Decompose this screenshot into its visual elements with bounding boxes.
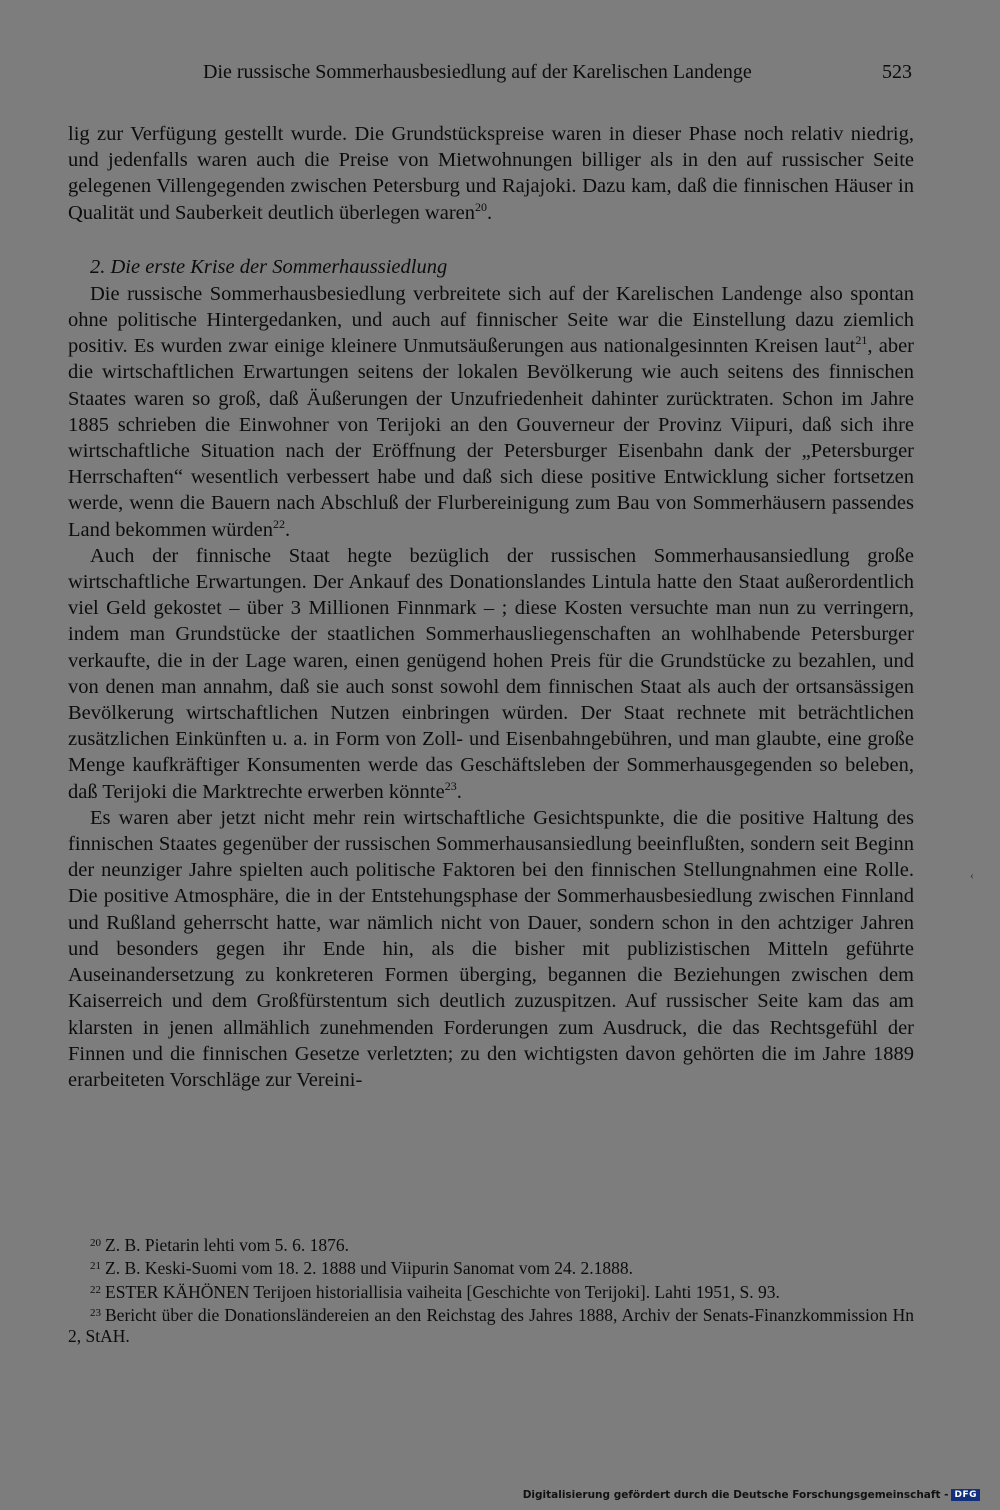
paragraph-3-end: . [456,780,462,803]
footnote-number: 21 [90,1260,101,1273]
footnote-text: Bericht über die Donationsländereien an den Reichstag des Jahres 1888, Archiv der Senats-Finanzkommission Hn 2, StAH. [68,1304,914,1347]
paragraph-2-text-a: Die russische Sommerhausbesiedlung verbreitete sich auf der Karelischen Landenge also spontan ohne politische Hintergedanken, und auch auf finnischer Seite war die Einstellung dazu ziemlich positiv. Es wurden zwar einige kleinere Unmutsäußerungen aus nationalgesinnten Kreisen laut [68,282,914,358]
main-text [68,121,914,1093]
section-spacer [68,226,914,254]
footnote [68,1280,914,1303]
paragraph-3 [68,543,914,805]
footnote-text: Z. B. Pietarin lehti vom 5. 6. 1876. [105,1235,350,1255]
paragraph-1-end: . [487,201,493,224]
paragraph-2-text-b: , aber die wirtschaftlichen Erwartungen seitens der lokalen Bevölkerung wie auch seitens des finnischen Staates waren so groß, daß Äußerungen der Unzufriedenheit dahinter zurücktraten. Schon im Jahre 1885 schrieben die Einwohner von Terijoki an den Gouverneur der Provinz Viipuri, daß sich ihre wirtschaftliche Situation nach der Eröffnung der Petersburger Eisenbahn dank der „Petersburger Herrschaften“ wesentlich verbessert habe und daß sich diese positive Entwicklung sicher fortsetzen werde, wenn die Bauern nach Abschluß der Flurbereinigung zum Bau von Sommerhäusern passendes Land bekommen würden [68,335,914,541]
footnote-text: Z. B. Keski-Suomi vom 18. 2. 1888 und Viipurin Sanomat vom 24. 2.1888. [105,1258,633,1279]
paragraph-2 [68,281,914,543]
footnote-ref-21: 21 [855,333,868,348]
paragraph-2-end: . [284,518,291,541]
footnote-text: ESTER KÄHÖNEN Terijoen historiallisia vaiheita [Geschichte von Terijoki]. Lahti 1951, S. 93. [105,1281,780,1302]
footnote [68,1233,914,1256]
footnote [68,1303,914,1348]
paragraph-1 [68,121,914,226]
dfg-credit-line [523,1488,980,1502]
footnote [68,1256,914,1279]
footnote-number: 20 [90,1237,101,1249]
footnote-ref-23: 23 [444,778,457,793]
footnotes [68,1233,914,1347]
dfg-logo-icon: DFG [951,1489,980,1501]
footnote-number: 22 [90,1283,101,1296]
running-head [200,57,920,87]
footnote-number: 23 [90,1306,101,1319]
dfg-credit-text: Digitalisierung gefördert durch die Deutsche Forschungsgemeinschaft - [522,1489,949,1501]
page-number: 523 [882,61,912,83]
footnote-ref-20: 20 [475,199,488,214]
margin-mark: ‹ [970,868,974,882]
section-heading: 2. Die erste Krise der Sommerhaussiedlung [90,255,448,278]
paragraph-4: Es waren aber jetzt nicht mehr rein wirtschaftliche Gesichtspunkte, die die positive Haltung des finnischen Staates gegenüber der russischen Sommerhausansiedlung beeinflußten, sondern seit Beginn der neunziger Jahre spielten auch politische Faktoren bei den finnischen Stellungnahmen eine Rolle. Die positive Atmosphäre, die in der Entstehungsphase der Sommerhausbesiedlung zwischen Finnland und Rußland geherrscht hatte, war nämlich nicht von Dauer, sondern schon in den achtziger Jahren und besonders gegen ihr Ende hin, als die bisher mit publizistischen Mitteln geführte Auseinandersetzung zu konkreteren Formen überging, begannen die Beziehungen zwischen dem Kaiserreich und dem Großfürstentum sich deutlich zuzuspitzen. Auf russischer Seite kam das am klarsten in jenen allmählich zunehmenden Forderungen zum Ausdruck, die das Rechtsgefühl der Finnen und die finnischen Gesetze verletzten; zu den wichtigsten davon gehörten die im Jahre 1889 erarbeiteten Vorschläge zur Vereini- [68,806,914,1091]
paragraph-3-text: Auch der finnische Staat hegte bezüglich der russischen Sommerhausansiedlung große wirtschaftliche Erwartungen. Der Ankauf des Donationslandes Lintula hatte den Staat außerordentlich viel Geld gekostet – über 3 Millionen Finnmark – ; diese Kosten versuchte man nun zu verringern, indem man Grundstücke der staatlichen Sommerhausliegenschaften an wohlhabende Petersburger verkaufte, die in der Lage waren, einen genügend hohen Preis für die Grundstücke zu bezahlen, und von denen man annahm, daß sie auch sonst sowohl dem finnischen Staat als auch der ortsansässigen Bevölkerung wirtschaftlichen Nutzen einbringen würden. Der Staat rechnete mit beträchtlichen zusätzlichen Einkünften u. a. in Form von Zoll- und Eisenbahngebühren, und man glaubte, eine große Menge kaufkräftiger Konsumenten werde das Geschäftsleben der Sommerhausgegenden so beleben, daß Terijoki die Marktrechte erwerben könnte [68,544,914,803]
footnote-ref-22: 22 [272,516,285,531]
paragraph-1-text: lig zur Verfügung gestellt wurde. Die Grundstückspreise waren in dieser Phase noch relativ niedrig, und jedenfalls waren auch die Preise von Mietwohnungen billiger als in den auf russischer Seite gelegenen Villengegenden zwischen Petersburg und Rajajoki. Dazu kam, daß die finnischen Häuser in Qualität und Sauberkeit deutlich überlegen waren [68,123,914,224]
running-title: Die russische Sommerhausbesiedlung auf der Karelischen Landenge [203,61,752,83]
